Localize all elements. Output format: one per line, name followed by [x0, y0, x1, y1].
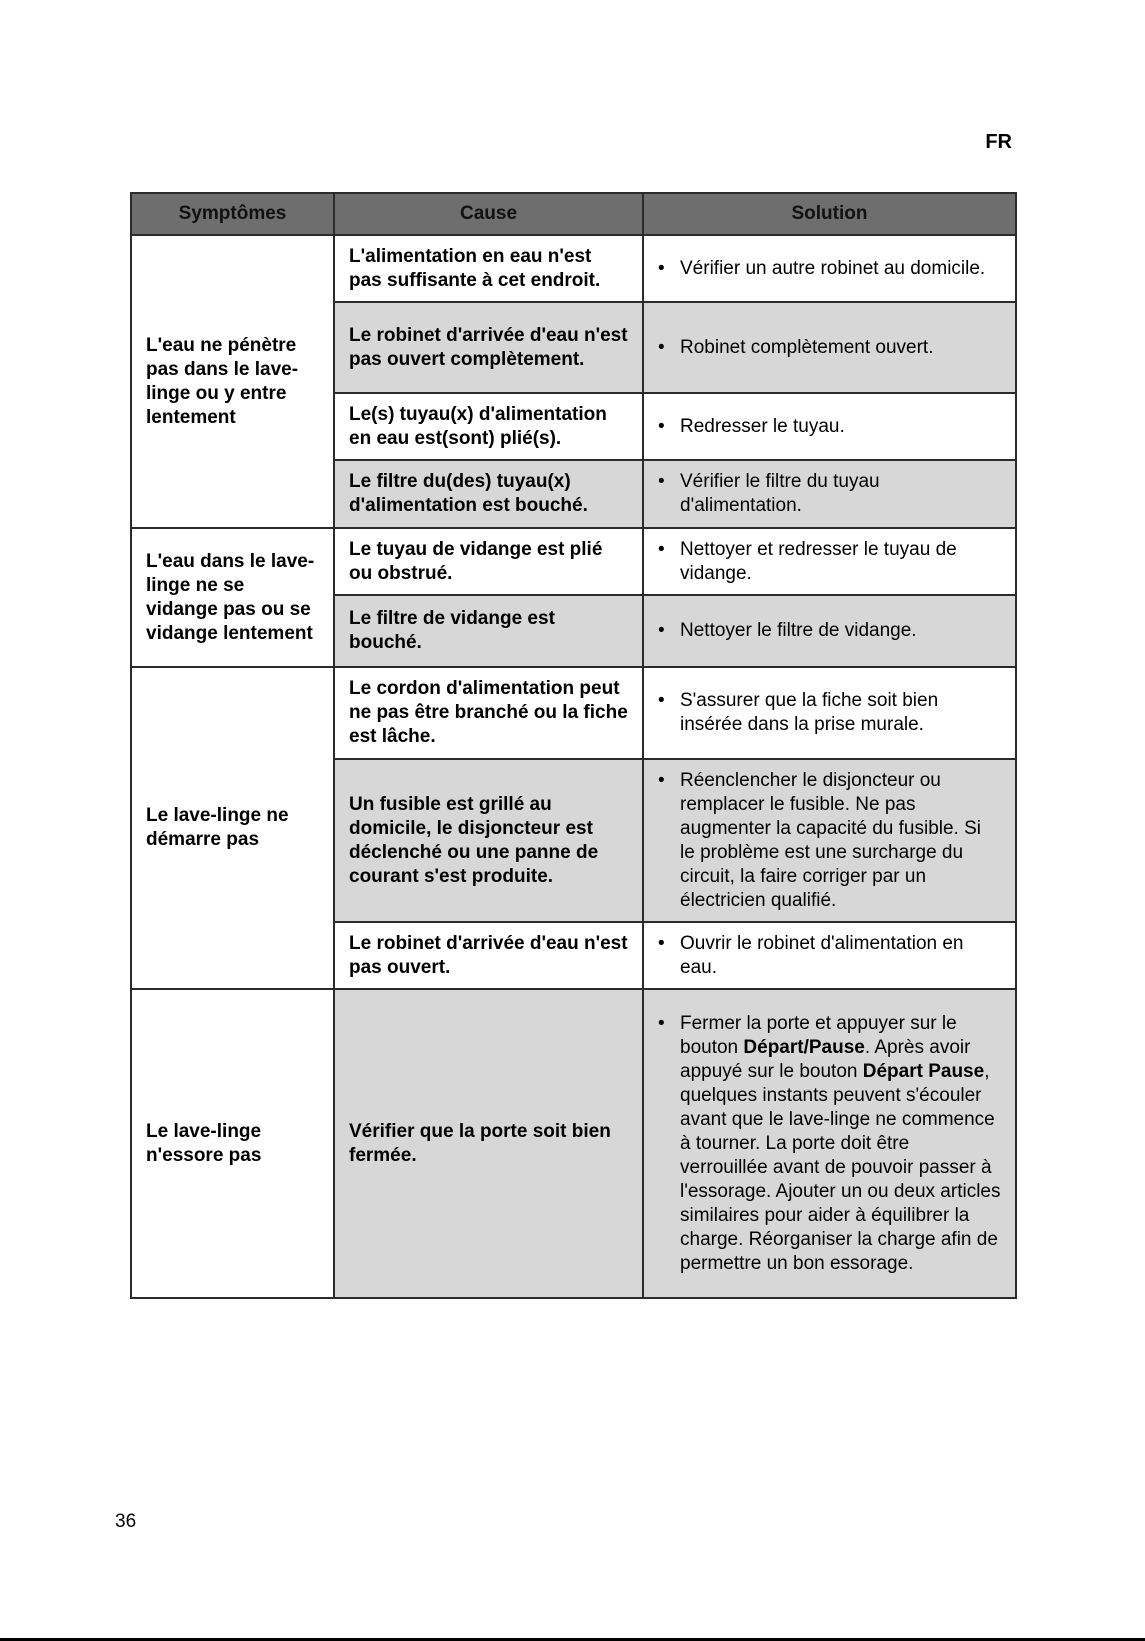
solution-cell — [643, 759, 1016, 922]
cause-cell: Le cordon d'alimentation peut ne pas être branché ou la fiche est lâche. — [334, 667, 643, 759]
cause-cell: L'alimentation en eau n'est pas suffisante à cet endroit. — [334, 235, 643, 302]
solution-text-part: . Après avoir appuyé sur le bouton — [680, 1036, 971, 1082]
start-pause-button-name: Départ/Pause — [743, 1036, 865, 1058]
page-number: 36 — [115, 1511, 137, 1532]
language-code: FR — [985, 131, 1012, 153]
solution-cell — [643, 595, 1016, 667]
solution-text: Réenclencher le disjoncteur ou remplacer le fusible. Ne pas augmenter la capacité du fusible. Si le problème est une surcharge du circuit, la faire corriger par un électricien qualifié. — [680, 769, 982, 911]
symptom-cell: L'eau ne pénètre pas dans le lave-linge ou y entre lentement — [131, 235, 334, 528]
cause-cell: Le filtre du(des) tuyau(x) d'alimentation est bouché. — [334, 460, 643, 528]
bullet-icon: • — [658, 415, 665, 437]
cause-cell: Le robinet d'arrivée d'eau n'est pas ouvert complètement. — [334, 302, 643, 393]
cause-cell: Un fusible est grillé au domicile, le disjoncteur est déclenché ou une panne de courant s'est produite. — [334, 759, 643, 922]
symptom-cell: Le lave-linge n'essore pas — [131, 989, 334, 1298]
solution-cell — [643, 989, 1016, 1298]
solution-text: S'assurer que la fiche soit bien insérée dans la prise murale. — [680, 690, 939, 735]
solution-text: Nettoyer le filtre de vidange. — [680, 620, 917, 641]
symptom-cell: L'eau dans le lave-linge ne se vidange pas ou se vidange lentement — [131, 528, 334, 667]
solution-text: Redresser le tuyau. — [680, 415, 845, 437]
bullet-icon: • — [658, 257, 665, 279]
table-row — [131, 667, 1016, 759]
cause-cell: Vérifier que la porte soit bien fermée. — [334, 989, 643, 1298]
header-solution: Solution — [643, 193, 1016, 235]
bullet-icon: • — [658, 538, 665, 560]
header-cause: Cause — [334, 193, 643, 235]
cause-cell: Le(s) tuyau(x) d'alimentation en eau est(sont) plié(s). — [334, 393, 643, 460]
troubleshooting-table — [130, 192, 1017, 1299]
solution-text: Ouvrir le robinet d'alimentation en eau. — [680, 932, 964, 978]
bullet-icon: • — [658, 1012, 665, 1034]
cause-cell: Le filtre de vidange est bouché. — [334, 595, 643, 667]
solution-cell — [643, 460, 1016, 528]
bullet-icon: • — [658, 336, 665, 358]
bullet-icon: • — [658, 769, 665, 791]
table-row — [131, 235, 1016, 302]
cause-cell: Le tuyau de vidange est plié ou obstrué. — [334, 528, 643, 595]
table-row — [131, 528, 1016, 595]
header-symptoms: Symptômes — [131, 193, 334, 235]
solution-cell — [643, 667, 1016, 759]
bullet-icon: • — [658, 932, 665, 954]
solution-text: Vérifier un autre robinet au domicile. — [680, 257, 986, 279]
bullet-icon: • — [658, 690, 665, 711]
solution-cell — [643, 235, 1016, 302]
cause-cell: Le robinet d'arrivée d'eau n'est pas ouvert. — [334, 922, 643, 989]
start-pause-button-name: Départ Pause — [862, 1060, 985, 1082]
solution-cell — [643, 302, 1016, 393]
symptom-cell: Le lave-linge ne démarre pas — [131, 667, 334, 989]
table-header-row — [131, 193, 1016, 235]
solution-cell — [643, 528, 1016, 595]
solution-cell — [643, 922, 1016, 989]
solution-text: Vérifier le filtre du tuyau d'alimentation. — [680, 471, 880, 516]
solution-text-part: , quelques instants peuvent s'écouler avant que le lave-linge ne commence à tourner. La porte doit être verrouillée avant de pouvoir passer à l'essorage. Ajouter un ou deux articles similaires pour aider à équilibrer la charge. Réorganiser la charge afin de permettre un bon essorage. — [680, 1060, 1001, 1274]
solution-text: Robinet complètement ouvert. — [680, 336, 934, 358]
solution-text — [680, 1012, 1001, 1276]
solution-text: Nettoyer et redresser le tuyau de vidange. — [680, 538, 957, 584]
solution-cell — [643, 393, 1016, 460]
bullet-icon: • — [658, 471, 665, 492]
bullet-icon: • — [658, 620, 665, 641]
solution-text-part: Fermer la porte et appuyer sur le bouton — [680, 1012, 957, 1058]
table-row — [131, 989, 1016, 1298]
